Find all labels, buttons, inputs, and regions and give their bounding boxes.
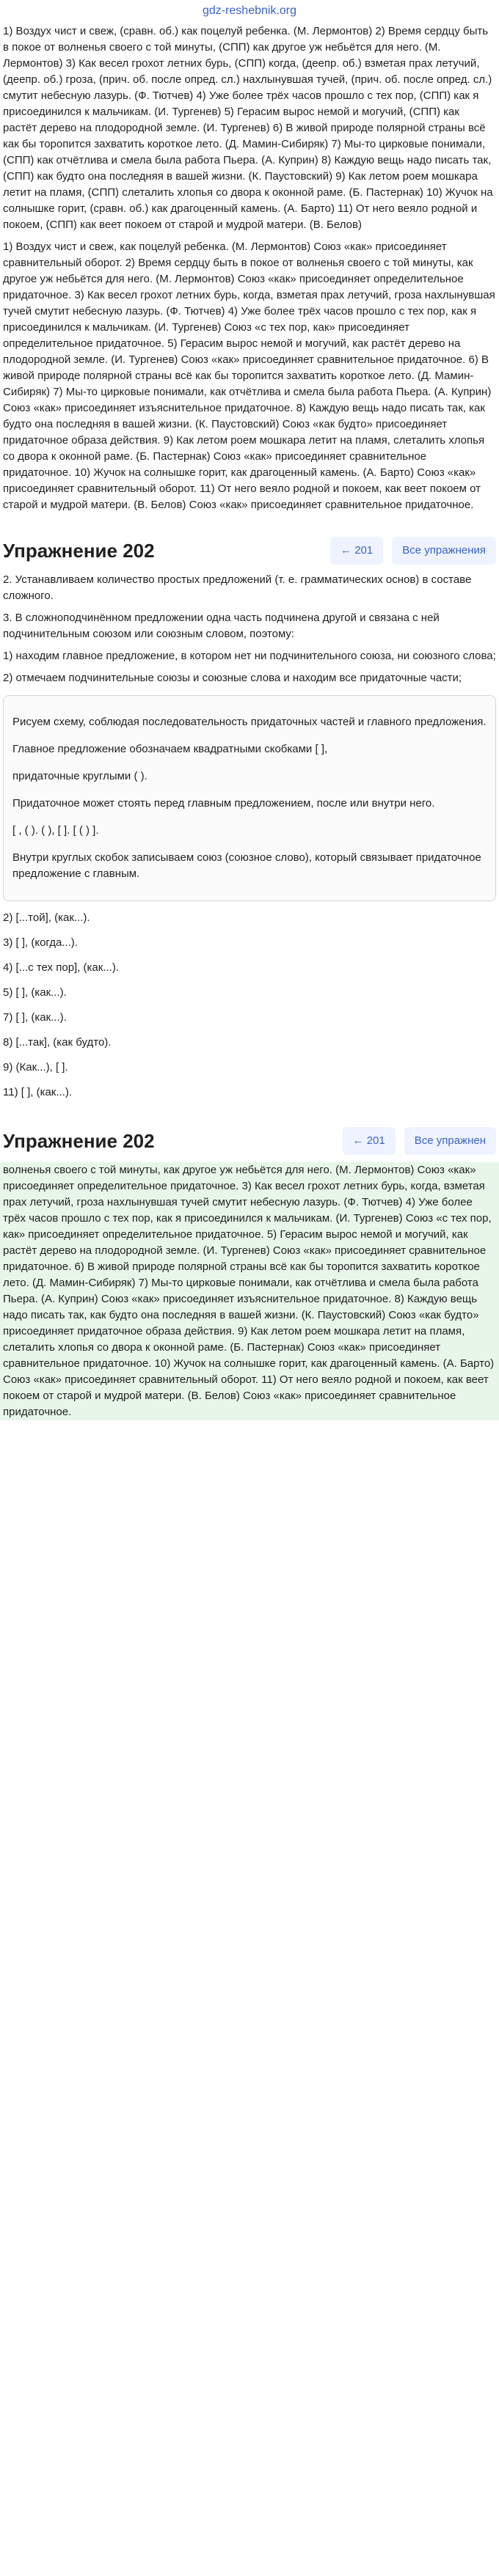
- section-header-2: [0, 1109, 499, 1162]
- section-header: [0, 519, 499, 572]
- scheme: 2) [...той], (как...).: [3, 911, 90, 924]
- analysis-text: 1) Воздух чист и свеж, как поцелуй ребенка. (М. Лермонтов) Союз «как» присоединяет сравнительный оборот. 2) Время сердцу быть в покое от волненья своего с той минуты, как другое уж небьётся для него. (М. Лермонтов) Союз «как» присоединяет определительное придаточное. 3) Как весел грохот летних бурь, когда, взметая прах летучий, гроза нахлынувшая тучей смутит небесную лазурь. (Ф. Тютчев) 4) Уже более трёх часов прошло с тех пор, как я присоединился к мальчикам. (И. Тургенев) Союз «с тех пор, как» присоединяет определительное придаточное. 5) Герасим вырос немой и могучий, как растёт дерево на плодородной земле. (И. Тургенев) Союз «как» присоединяет сравнительное придаточное. 6) В живой природе полярной страны всё как бы торопится захватить короткое лето. (Д. Мамин-Сибиряк) 7) Мы-то цирковые понимали, как отчётлива и смела была работа Пьера. (А. Куприн) Союз «как» присоединяет изъяснительное придаточное. 8) Каждую вещь надо писать так, как будто она последняя в вашей жизни. (К. Паустовский) Союз «как будто» присоединяет придаточное образа действия. 9) Как летом роем мошкара летит на пламя, слеталить хлопья со двора к оконной раме. (Б. Пастернак) Союз «как» присоединяет сравнительное придаточное. 10) Жучок на солнышке горит, как драгоценный камень. (А. Барто) Союз «как» присоединяет сравнительный оборот. 11) От него веяло родной и покоем, как веет покоем от старой и мудрой матери. (В. Белов) Союз «как» присоединяет сравнительное придаточное.: [3, 241, 495, 511]
- scheme: 8) [...так], (как будто).: [3, 1036, 112, 1049]
- scheme: 3) [ ], (когда...).: [3, 936, 78, 949]
- nav-2: [343, 1127, 496, 1155]
- intro-text: 1) Воздух чист и свеж, (сравн. об.) как поцелуй ребенка. (М. Лермонтов) 2) Время сердцу быть в покое от волненья своего с той минуты, (СПП) как другое уж небьётся для него. (М. Лермонтов) 3) Как весел грохот летних бурь, (СПП) когда, (деепр. об.) взметая прах летучий, (деепр. об.) гроза, (прич. об. после опред. сл.) нахлынувшая тучей, (прич. об. после опред. сл.) смутит небесную лазурь. (Ф. Тютчев) 4) Уже более трёх часов прошло с тех пор, (СПП) как я присоединился к мальчикам. (И. Тургенев) 5) Герасим вырос немой и могучий, (СПП) как растёт дерево на плодородной земле. (И. Тургенев) 6) В живой природе полярной страны всё как бы торопится захватить короткое лето. (Д. Мамин-Сибиряк) 7) Мы-то цирковые понимали, (СПП) как отчётлива и смела была работа Пьера. (А. Куприн) 8) Каждую вещь надо писать так, (СПП) как будто она последняя в вашей жизни. (К. Паустовский) 9) Как летом роем мошкара летит на пламя, (СПП) слеталить хлопья со двора к оконной раме. (Б. Пастернак) 10) Жучок на солнышке горит, (сравн. об.) как драгоценный камень. (А. Барто) 11) От него веяло родной и покоем, (СПП) как веет покоем от старой и мудрой матери. (В. Белов): [3, 25, 493, 231]
- section-title-2: Упражнение 202: [3, 1130, 155, 1152]
- all-exercises-button[interactable]: Все упражнения: [392, 537, 496, 565]
- step: 1) находим главное предложение, в котором нет ни подчинительного союза, ни союзного слова;: [3, 650, 496, 662]
- arrow-left-icon: ←: [352, 1134, 364, 1147]
- highlight-block: [0, 1162, 499, 1420]
- analysis-block: [0, 239, 499, 513]
- step: 2. Устанавливаем количество простых предложений (т. е. грамматических основ) в составе сложного.: [3, 573, 472, 602]
- scheme: 7) [ ], (как...).: [3, 1011, 67, 1024]
- steps-block: [0, 572, 499, 686]
- prev-label: 201: [366, 1134, 385, 1147]
- note-line: придаточные круглыми ( ).: [12, 770, 147, 782]
- nav: [330, 537, 496, 565]
- step: 2) отмечаем подчинительные союзы и союзные слова и находим все придаточные части;: [3, 672, 462, 684]
- scheme-list: [0, 910, 499, 1101]
- prev-button-2[interactable]: [343, 1127, 396, 1155]
- note-line: Внутри круглых скобок записываем союз (союзное слово), который связывает придаточное предложение с главным.: [12, 851, 481, 880]
- scheme: 4) [...с тех пор], (как...).: [3, 961, 119, 974]
- top-link[interactable]: gdz-reshebnik.org: [202, 4, 297, 17]
- note-box: [3, 695, 496, 901]
- intro-block: [0, 23, 499, 233]
- arrow-left-icon: ←: [340, 544, 352, 557]
- note-line: Главное предложение обозначаем квадратными скобками [ ],: [12, 743, 328, 755]
- note-line: [ , ( ). ( ), [ ]. [ ( ) ].: [12, 824, 99, 837]
- prev-label: 201: [354, 544, 374, 557]
- scheme: 9) (Как...), [ ].: [3, 1061, 68, 1074]
- note-line: Рисуем схему, соблюдая последовательность придаточных частей и главного предложения.: [12, 716, 487, 728]
- prev-button[interactable]: [330, 537, 383, 565]
- note-line: Придаточное может стоять перед главным предложением, после или внутри него.: [12, 797, 435, 810]
- scheme: 5) [ ], (как...).: [3, 986, 67, 999]
- footer-space: [0, 1426, 499, 1441]
- step: 3. В сложноподчинённом предложении одна часть подчинена другой и связана с ней подчинительным союзом или союзным словом, поэтому:: [3, 612, 440, 640]
- highlight-text: волненья своего с той минуты, как другое уж небьётся для него. (М. Лермонтов) Союз «как» присоединяет определительное придаточное. 3) Как весел грохот летних бурь, когда, взметая прах летучий, гроза нахлынувшая тучей смутит небесную лазурь. (Ф. Тютчев) 4) Уже более трёх часов прошло с тех пор, как я присоединился к мальчикам. (И. Тургенев) Союз «с тех пор, как» присоединяет определительное придаточное. 5) Герасим вырос немой и могучий, как растёт дерево на плодородной земле. (И. Тургенев) Союз «как» присоединяет сравнительное придаточное. 6) В живой природе полярной страны всё как бы торопится захватить короткое лето. (Д. Мамин-Сибиряк) 7) Мы-то цирковые понимали, как отчётлива и смела была работа Пьера. (А. Куприн) Союз «как» присоединяет изъяснительное придаточное. 8) Каждую вещь надо писать так, как будто она последняя в вашей жизни. (К. Паустовский) Союз «как будто» присоединяет придаточное образа действия. 9) Как летом роем мошкара летит на пламя, слеталить хлопья со двора к оконной раме. (Б. Пастернак) Союз «как» присоединяет сравнительное придаточное. 10) Жучок на солнышке горит, как драгоценный камень. (А. Барто) Союз «как» присоединяет сравнительный оборот. 11) От него веяло родной и покоем, как веет покоем от старой и мудрой матери. (В. Белов) Союз «как» присоединяет сравнительное придаточное.: [3, 1164, 495, 1418]
- all-exercises-button-2[interactable]: Все упражнен: [404, 1127, 496, 1155]
- scheme: 11) [ ], (как...).: [3, 1086, 73, 1098]
- section-title: Упражнение 202: [3, 540, 155, 562]
